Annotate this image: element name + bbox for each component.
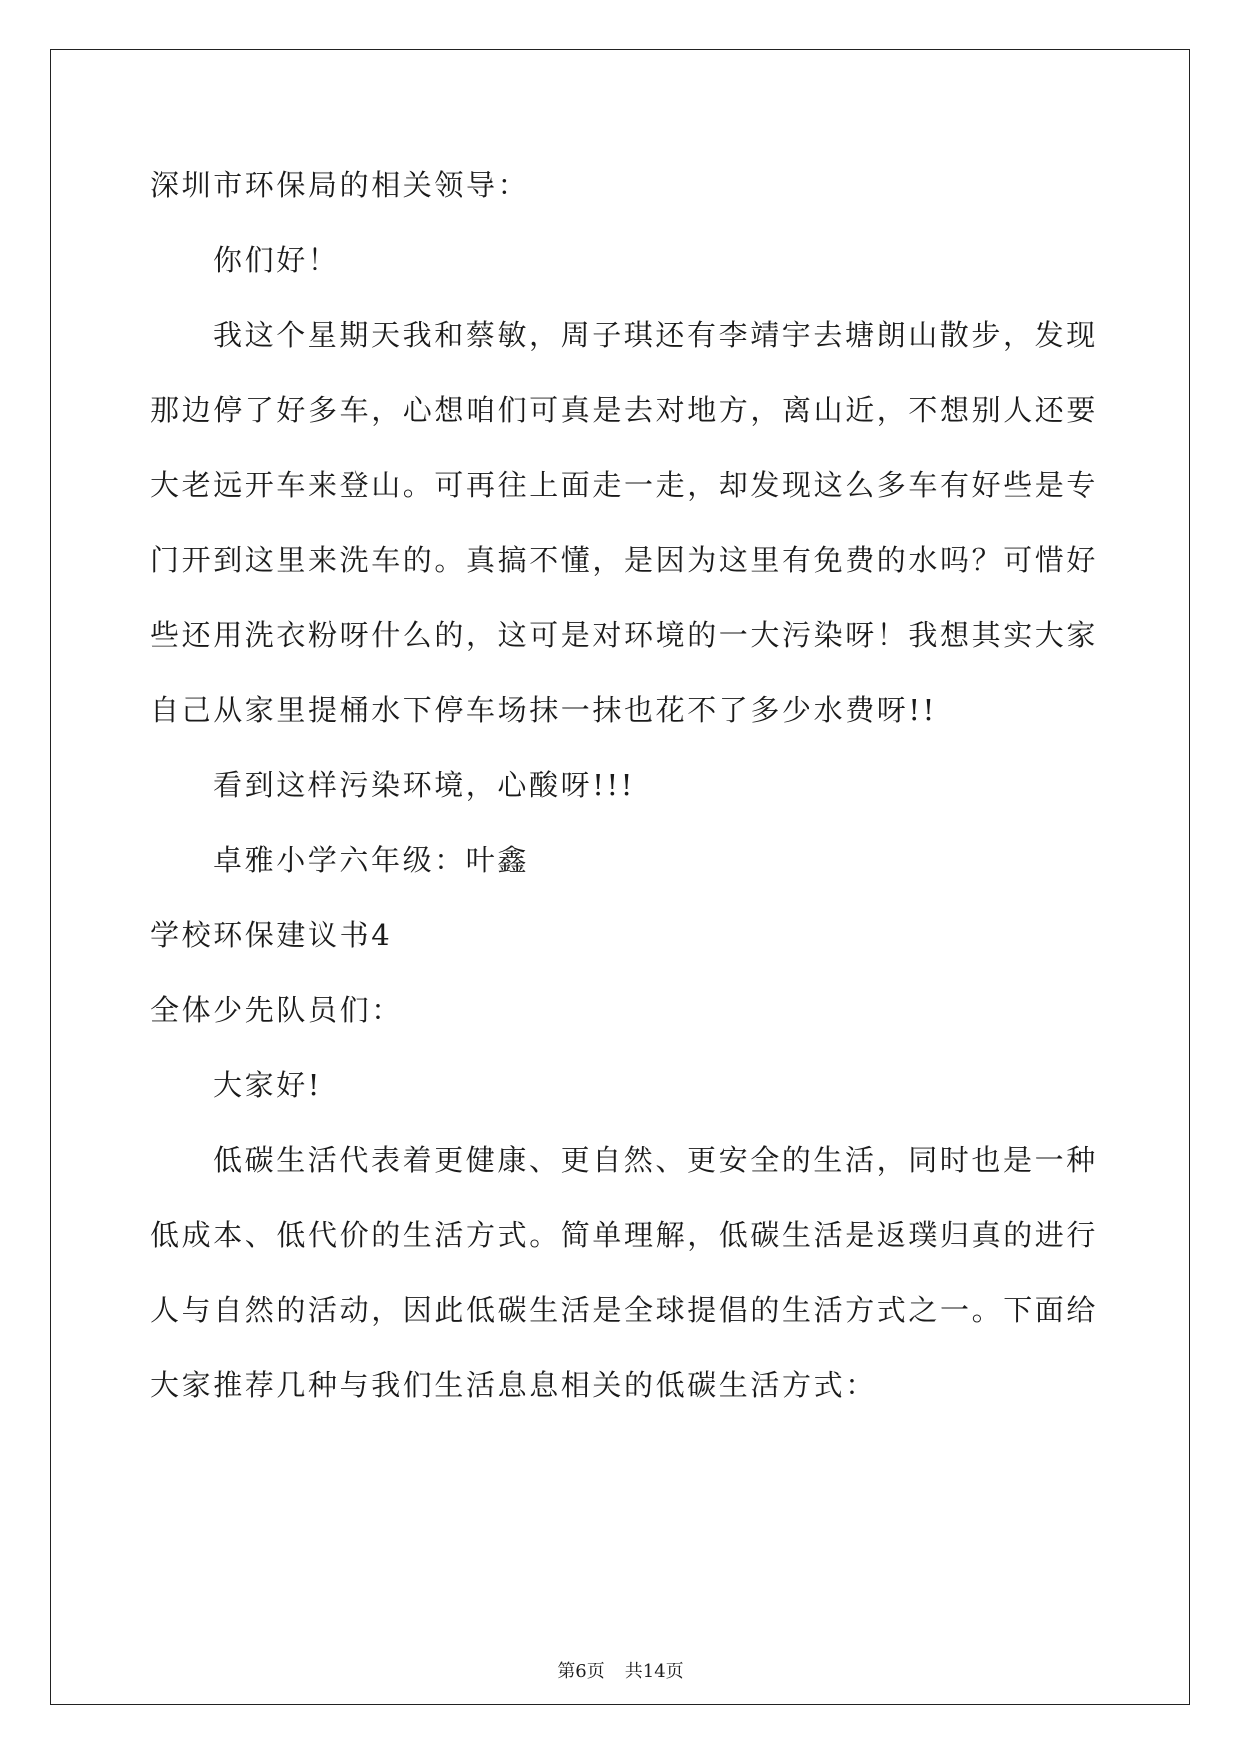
greeting: 你们好！ xyxy=(213,243,340,277)
paragraph-line: 大老远开车来登山。可再往上面走一走，却发现这么多车有好些是专 xyxy=(150,468,1099,502)
salutation: 全体少先队员们： xyxy=(150,993,403,1027)
paragraph-line: 大家推荐几种与我们生活息息相关的低碳生活方式： xyxy=(150,1368,877,1402)
page-total: 共14页 xyxy=(624,1661,684,1682)
paragraph-line: 自己从家里提桶水下停车场抹一抹也花不了多少水费呀!! xyxy=(150,693,937,727)
page-number: 第6页 xyxy=(557,1661,605,1682)
paragraph-line: 人与自然的活动，因此低碳生活是全球提倡的生活方式之一。下面给 xyxy=(150,1293,1099,1327)
paragraph-line: 些还用洗衣粉呀什么的，这可是对环境的一大污染呀！我想其实大家 xyxy=(150,618,1099,652)
paragraph-line: 低碳生活代表着更健康、更自然、更安全的生活，同时也是一种 xyxy=(213,1143,1098,1177)
section-title: 学校环保建议书4 xyxy=(150,918,393,952)
paragraph-line: 门开到这里来洗车的。真搞不懂，是因为这里有免费的水吗？可惜好 xyxy=(150,543,1099,577)
paragraph-line: 那边停了好多车，心想咱们可真是去对地方，离山近，不想别人还要 xyxy=(150,393,1099,427)
greeting: 大家好! xyxy=(213,1068,323,1102)
paragraph-line: 看到这样污染环境，心酸呀!!! xyxy=(213,768,635,802)
page-footer xyxy=(0,1660,1241,1684)
paragraph-line: 我这个星期天我和蔡敏，周子琪还有李靖宇去塘朗山散步，发现 xyxy=(213,318,1098,352)
paragraph-line: 低成本、低代价的生活方式。简单理解，低碳生活是返璞归真的进行 xyxy=(150,1218,1099,1252)
salutation: 深圳市环保局的相关领导： xyxy=(150,168,530,202)
signature-line: 卓雅小学六年级：叶鑫 xyxy=(213,843,530,877)
